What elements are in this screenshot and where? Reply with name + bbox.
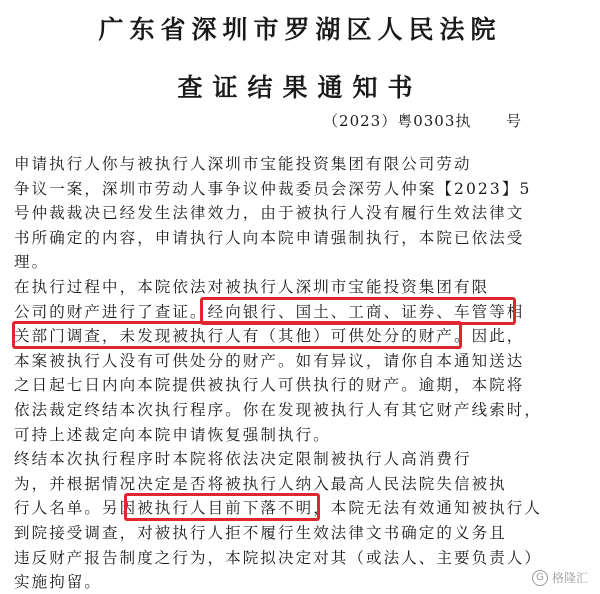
text-line: 在执行过程中，本院依法对被执行人深圳市宝能投资集团有限 — [14, 278, 490, 296]
text-line: 书所确定的内容，申请执行人向本院申请强制执行，本院已依法受 — [14, 228, 525, 247]
doc-title: 查证结果通知书 — [177, 73, 423, 102]
court-name: 广东省深圳市罗湖区人民法院 — [98, 15, 502, 44]
watermark-text: 格隆汇 — [551, 571, 588, 585]
text-line: 为，并根据情况决定是否将被执行人纳入最高人民法院失信被执 — [14, 474, 507, 493]
text-line: 号仲裁裁决已经发生法律效力，由于被执行人没有履行生效法律文 — [14, 204, 525, 223]
text-line: 依法裁定终结本次执行程序。你在发现被执行人有其它财产线索时， — [14, 401, 543, 419]
watermark — [532, 569, 588, 586]
text-line: 违反财产报告制度之行为，本院拟决定对其（或法人、主要负责人） — [14, 548, 543, 567]
text-line: 本案被执行人没有可供处分的财产。如有异议，请你自本通知送达 — [14, 351, 525, 370]
text-line: 申请执行人你与被执行人深圳市宝能投资集团有限公司劳动 — [14, 155, 472, 173]
text-line: 公司的财产进行了查证。经向银行、国土、工商、证券、车管等相 — [14, 302, 525, 321]
text-line: 实施拘留。 — [14, 573, 103, 592]
case-number: （2023）粤0303执 号 — [323, 112, 522, 130]
text-line: 之日起七日内向本院提供被执行人可供执行的财产。逾期，本院将 — [14, 376, 525, 395]
text-line: 行人名单。另因被执行人目前下落不明，本院无法有效通知被执行人 — [14, 499, 543, 518]
text-line: 终结本次执行程序时本院将依法决定限制被执行人高消费行 — [14, 450, 472, 469]
watermark-logo-icon: G — [532, 570, 548, 586]
text-line: 可持上述裁定向本院申请恢复强制执行。 — [14, 425, 331, 444]
text-line: 关部门调查，未发现被执行人有（其他）可供处分的财产。因此， — [14, 327, 525, 346]
text-line: 理。 — [14, 253, 50, 272]
text-line: 争议一案，深圳市劳动人事争议仲裁委员会深劳人仲案【2023】5 — [14, 179, 532, 198]
text-line: 到院接受调查，对被执行人拒不履行生效法律文书确定的义务且 — [14, 524, 507, 542]
